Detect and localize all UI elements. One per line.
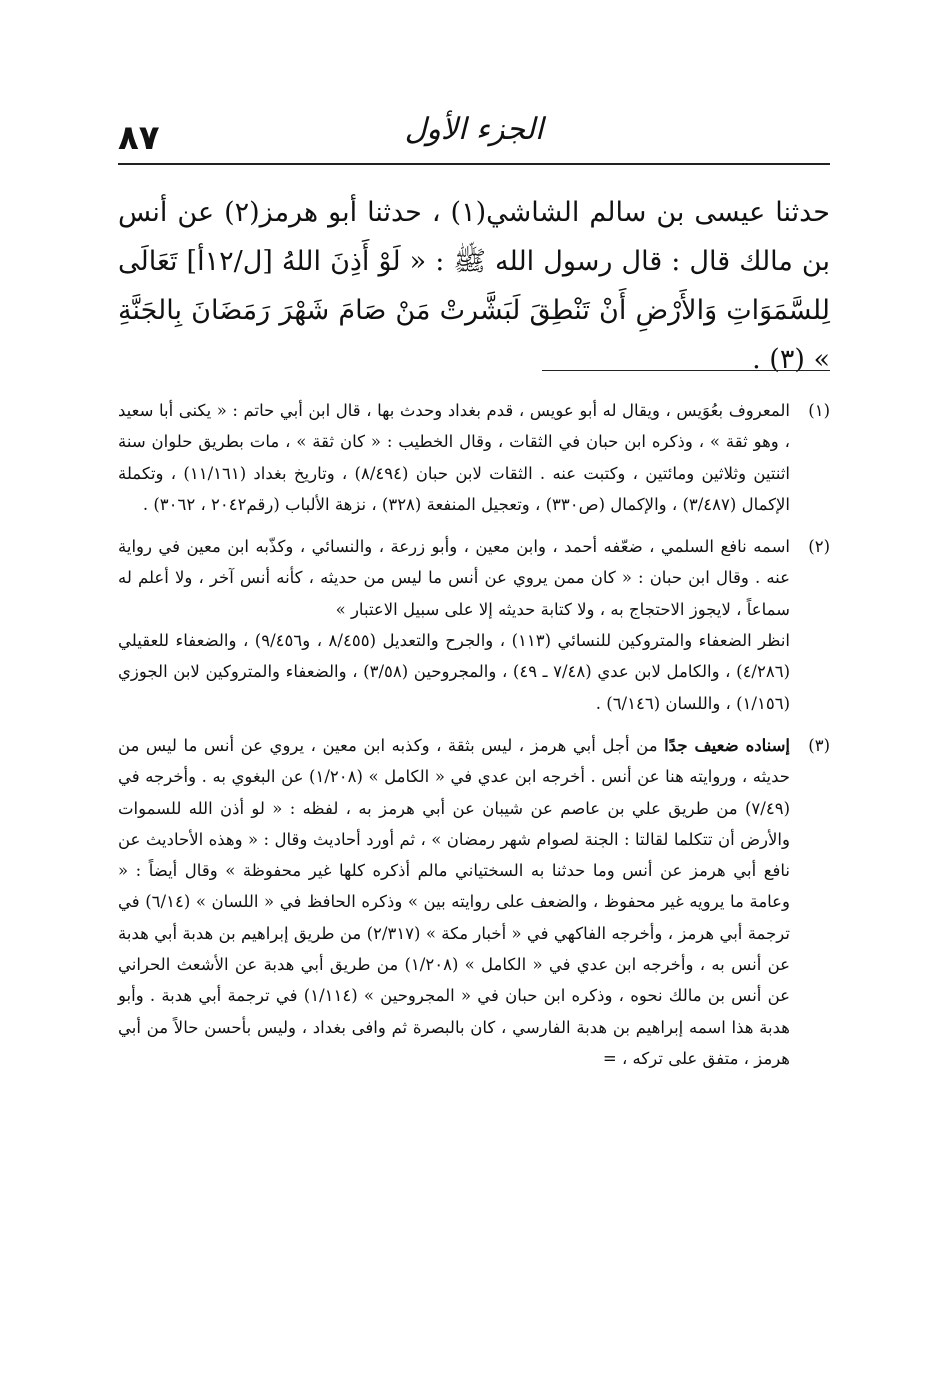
footnote-2	[118, 531, 830, 719]
footnote-marker: (٢)	[808, 537, 830, 557]
footnote-separator	[542, 370, 830, 371]
main-text	[118, 188, 830, 384]
footnote-body: من أجل أبي هرمز ، ليس بثقة ، وكذبه ابن معين ، يروي عن أنس ما ليس من حديثه ، وروايته هنا عن أنس . أخرجه ابن عدي في « الكامل » (١/٢٠٨) عن البغوي به . وأخرجه في (٧/٤٩) من طريق علي بن عاصم عن شيبان عن أبي هرمز به ، لفظه : « لو أذن الله للسموات والأرض أن تتكلما لقالتا : الجنة لصوام شهر رمضان » ، ثم أورد أحاديث وقال : « وهذه الأحاديث عن نافع أبي هرمز عن أنس وما حدثنا به السختياني مالم أذكره كلها غير محفوظة » وقال أيضاً : « وعامة ما يرويه غير محفوظ ، والضعف على روايته بين » وذكره الحافظ في « اللسان » (٦/١٤) في ترجمة أبي هرمز ، وأخرجه الفاكهي في « أخبار مكة » (٢/٣١٧) من طريق إبراهيم بن هدبة أبي هدبة عن أنس به ، وأخرجه ابن عدي في « الكامل » (١/٢٠٨) من طريق أبي هدبة عن الأشعث الحراني عن أنس بن مالك نحوه ، وذكره ابن حبان في « المجروحين » (١/١١٤) في ترجمة أبي هدبة . وأبو هدبة هذا اسمه إبراهيم بن هدبة الفارسي ، كان بالبصرة ثم وافى بغداد ، وليس بأحسن حالاً من أبي هرمز ، متفق على تركه ، =	[118, 735, 791, 1068]
page-number: ٨٧	[118, 118, 160, 158]
footnote-1	[118, 395, 830, 520]
page-header	[118, 112, 830, 164]
header-rule	[118, 163, 830, 165]
footnote-text-references: انظر الضعفاء والمتروكين للنسائي (١١٣) ، والجرح والتعديل (٨/٤٥٥ ، و٩/٤٥٦) ، والضعفاء للعقيلي (٤/٢٨٦) ، والكامل لابن عدي (٧/٤٨ ـ ٤٩) ، والمجروحين (٣/٥٨) ، والضعفاء والمتروكين لابن الجوزي (١/١٥٦) ، واللسان (٦/١٤٦) .	[118, 631, 791, 713]
footnotes	[118, 395, 830, 1085]
footnote-3	[118, 730, 830, 1074]
running-title: الجزء الأول	[404, 112, 544, 147]
footnote-text	[118, 730, 790, 1074]
footnote-lead-bold: إسناده ضعيف جدًا	[664, 735, 791, 755]
footnote-marker: (٣)	[808, 735, 830, 755]
footnote-marker: (١)	[808, 401, 830, 420]
footnote-text: المعروف بعُوَيس ، ويقال له أبو عويس ، قدم بغداد وحدث بها ، قال ابن أبي حاتم : « يكنى أبا سعيد ، وهو ثقة » ، وذكره ابن حبان في الثقات ، وقال الخطيب : « كان ثقة » ، مات بطريق حلوان سنة اثنتين وثلاثين ومائتين ، وكتبت عنه . الثقات لابن حبان (٨/٤٩٤) ، وتاريخ بغداد (١١/١٦١) ، وتكملة الإكمال (٣/٤٨٧) ، والإكمال (ص٣٣٠) ، وتعجيل المنفعة (٣٢٨) ، نزهة الألباب (رقم٢٠٤٢ ، ٣٠٦٢) .	[118, 401, 790, 514]
main-paragraph: حدثنا عيسى بن سالم الشاشي(١) ، حدثنا أبو هرمز(٢) عن أنس بن مالك قال : قال رسول الله ﷺ : « لَوْ أَذِنَ اللهُ [ل/١٢أ] تَعَالَى لِلسَّمَوَاتِ وَالأَرْضِ أَنْ تَنْطِقَ لَبَشَّرتْ مَنْ صَامَ شَهْرَ رَمَضَانَ بِالجَنَّةِ » (٣) .	[118, 197, 831, 375]
footnote-text: اسمه نافع السلمي ، ضعّفه أحمد ، وابن معين ، وأبو زرعة ، والنسائي ، وكذّبه ابن معين في رواية عنه . وقال ابن حبان : « كان ممن يروي عن أنس ما ليس من حديثه ، كأنه أنس آخر ، ولا أعلم له سماعاً ، لايجوز الاحتجاج به ، ولا كتابة حديثه إلا على سبيل الاعتبار »	[118, 537, 790, 619]
